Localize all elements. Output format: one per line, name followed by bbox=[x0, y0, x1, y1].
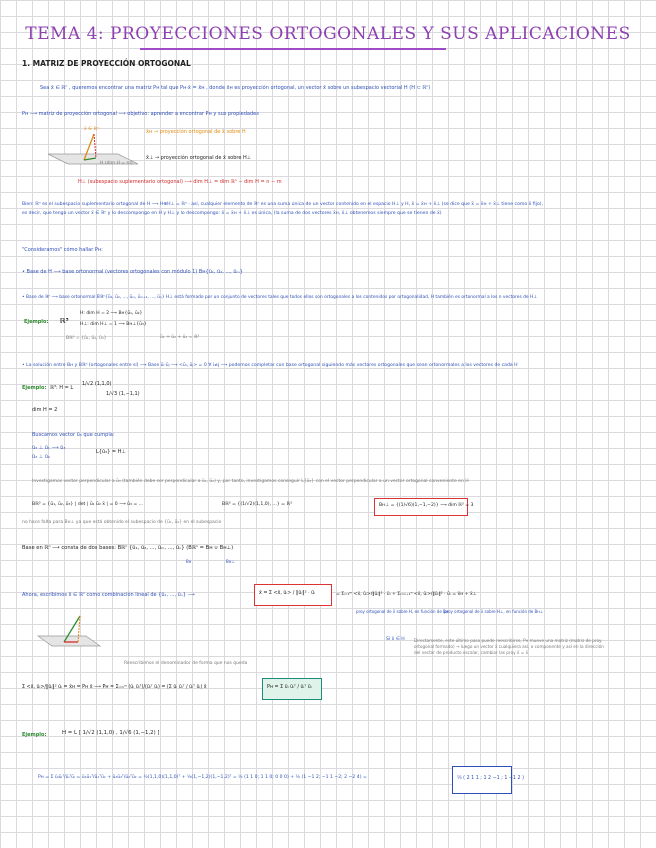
example2-vector-2: 1/√3 (1,−1,1) bbox=[106, 391, 140, 397]
example2-base-result: Bℝ³ = {(1/√2)(1,1,0), ...} = ℝ³ bbox=[222, 502, 292, 507]
solution-line: • La solución entre Bʜ y Bℝⁿ (ortogonales entre sí) ⟶ Base ūᵢ·ūⱼ ⟶ <ūᵢ, ūⱼ> = 0 ∀ i≠j ⟶ podemos completar con base ortogonal siguiendo más vectores ortogonales que sean ortonormales a los vectores de cada H bbox=[22, 363, 518, 368]
decomposition-formula: = Σᵢ₌₁ᵐ <x̄, ūᵢ>/‖ūᵢ‖² · ūᵢ + Σᵢ₌ₘ₊₁ⁿ <x̄, ūᵢ>/‖ūᵢ‖² · ūᵢ = x̄ʜ + x̄⊥ bbox=[336, 592, 477, 597]
title-underline bbox=[140, 48, 446, 50]
example1-rn: Bℝ³ = {ū₁, ū₂, ū₃} bbox=[66, 336, 107, 341]
example2-calc: Bℝ³ = {ū₁, ū₂, ū₃} | det | ū₁ ū₂ x̄ | = 0 ⟶ ū₃ = ... bbox=[32, 502, 144, 507]
if-x-in-h: Si x̄ ∈ H bbox=[386, 637, 405, 642]
example1-hperp: H⊥: dim H⊥ = 1 ⟶ Bʜ⊥{ū₃} bbox=[80, 322, 147, 327]
example1-sum: ū₁ + ū₂ + ū₃ = ℝ³ bbox=[160, 335, 200, 340]
x-label: x̄ ∈ ℝⁿ bbox=[84, 127, 99, 132]
example1-space: ℝ³ bbox=[60, 317, 69, 325]
hperp-description: H⊥ (subespacio suplementario ortogonal) ⟶ dim H⊥ = dim ℝⁿ − dim H = n − m bbox=[78, 179, 282, 185]
example2-note: Investigamos vector perpendicular a ū₃ (también debe ser perpendicular a ū₁, ū₂) y, por tanto, investigamos conseguir L{ū₃} con el vector perpendicular a un vector ortogonal conveniente en H bbox=[32, 479, 469, 484]
example2-cond1: ū₃ ⊥ ū₁ ⟶ ū₃ bbox=[32, 445, 66, 451]
projection-diagram-2 bbox=[34, 610, 104, 650]
example2-note2: no hace falta para Bʜ⊥ ya que está obtenido el subespacio de {ū₁, ū₂} en el subespacio bbox=[22, 520, 222, 525]
example2-space: ℝ³: H = L bbox=[50, 385, 74, 391]
example2-base-result2: Bʜ⊥ = {(1/√6)(1,−1,−2)} ⟶ dim ℝ³ = 3 bbox=[379, 503, 474, 508]
example3-label: Ejemplo: bbox=[22, 732, 47, 738]
rn-paragraph-line1: Bien: ℝⁿ es el subespacio suplementario ortogonal de H ⟶ H⊕H⊥ = ℝⁿ · así, cualquier elemento de ℝⁿ es una suma única de un vector contenido en el espacio H⊥ y H, x̄ = x̄ʜ + x̄⊥ (se dice que x̄ = x̄ʜ + x̄⊥ tiene como x̄ fijo), bbox=[22, 202, 544, 207]
intro-text: Sea x̄ ∈ ℝⁿ , queremos encontrar una matriz Pʜ tal que Pʜ·x̄ = x̄ʜ , donde x̄ʜ es proyección ortogonal, un vector x̄ sobre un subespacio vectorial H (H ⊂ ℝⁿ) bbox=[40, 85, 431, 91]
proj-hperp-note: proy ortogonal de x̄ sobre H⊥, en función de Bʜ⊥ bbox=[444, 609, 544, 614]
example2-label: Ejemplo: bbox=[22, 385, 47, 391]
xh-description: x̄ʜ → proyección ortogonal de x̄ sobre H bbox=[146, 129, 246, 135]
xperp-description: x̄⊥ → proyección ortogonal de x̄ sobre H⊥ bbox=[146, 155, 252, 161]
h-label: H (dim H = m) bbox=[100, 161, 133, 166]
ph-definition: Pʜ ⟶ matriz de proyección ortogonal ⟶ objetivo: aprender a encontrar Pʜ y sus propiedades bbox=[22, 111, 259, 117]
example3-h: H = L [ 1/√2 (1,1,0) , 1/√6 (1,−1,2) ] bbox=[62, 730, 160, 736]
linear-combination-formula: x̄ = Σ <x̄, ūᵢ> / ‖ūᵢ‖² · ūᵢ bbox=[259, 591, 316, 596]
reescribir-note: Reescribimos el denominador de forma que nos queda bbox=[124, 661, 248, 666]
projection-matrix-derivation: Σ <x̄, ūᵢ>/‖ūᵢ‖² ūᵢ = x̄ʜ = Pʜ x̄ ⟶ Pʜ = Σᵢ₌₁ᵐ (ūᵢ ūᵢᵀ)/(ūᵢᵀ ūᵢ) = (Σ ūᵢ ūᵢᵀ / ūᵢᵀ ūᵢ) x̄ bbox=[22, 685, 207, 690]
linear-combination-box bbox=[254, 584, 332, 606]
example2-result-box bbox=[374, 498, 474, 516]
if-note: Directamente, este último paso puede reescribirse, Pʜ mueve una matriz (matriz de proy. ortogonal formado) → luego un vector x̄ cualquiera así, o componente y así en la dirección del vector de producto escalar, cambiar las proy x̄ = x̄ bbox=[414, 638, 604, 655]
final-result: ⅓ ( 2 1 1 ; 1 2 −1 ; 1 −1 2 ) bbox=[457, 776, 524, 781]
page-title: TEMA 4: PROYECCIONES ORTOGONALES Y SUS APLICACIONES bbox=[25, 24, 631, 44]
example2-cond2: ū₃ ⊥ ū₂ bbox=[32, 454, 50, 460]
rn-paragraph-line2: es decir, que tengo un vector x̄ ∈ ℝⁿ y lo descompongo en H y H⊥ y lo descompongo: x̄ = x̄ʜ + x̄⊥ es única, (la suma de dos vectores x̄ʜ, x̄⊥ obtenemos siempre que se tienen de x̄) bbox=[22, 211, 442, 216]
base-rn-line: • Base de ℝⁿ ⟶ base ortonormal Bℝⁿ{ū₁, ū₂, ..., ūₘ, ūₘ₊₁, ..., ūₙ} H⊥ está formado por un conjunto de vectores tales que todos ellos son ortogonales a los contenidos por ortogonalidad, H también es ortonormal a los n vectores de H⊥ bbox=[22, 295, 538, 300]
example2-result: L{ū₃} = H⊥ bbox=[96, 449, 126, 455]
bracket-hperp-label: Bʜ⊥ bbox=[226, 559, 235, 564]
example1-label: Ejemplo: bbox=[24, 319, 49, 325]
example1-h: H: dim H = 2 ⟶ Bʜ{ū₁, ū₂} bbox=[80, 311, 143, 316]
final-formula: Pʜ = Σ ūᵢūᵢᵀ/ūᵢᵀūᵢ = ū₁ū₁ᵀ/ū₁ᵀū₁ + ū₂ū₂ᵀ/ū₂ᵀū₂ = ½(1,1,0)(1,1,0)ᵀ + ⅙(1,−1,2)(1,−1,2)ᵀ = ½ (1 1 0; 1 1 0; 0 0 0) + ⅙ (1 −1 2; −1 1 −2; 2 −2 4) = bbox=[38, 775, 367, 780]
consider-heading: "Consideramos" cómo hallar Pʜ: bbox=[22, 247, 103, 253]
projection-matrix-box bbox=[262, 678, 322, 700]
final-result-box bbox=[452, 766, 524, 794]
section-heading: 1. MATRIZ DE PROYECCIÓN ORTOGONAL bbox=[22, 59, 191, 68]
base-h-line: • Base de H ⟶ base ortonormal (vectores ortogonales con módulo 1) Bʜ{ū₁, ū₂, ..., ūₘ} bbox=[22, 269, 243, 275]
ahora-line: Ahora, escribimos x̄ ∈ ℝⁿ como combinación lineal de {ū₁, ..., ūₙ} ⟶ bbox=[22, 592, 195, 598]
base-rn-heading: Base en ℝⁿ ⟶ consta de dos bases: Bℝⁿ {ū₁, ū₂, ..., ūₘ, ..., ūₙ} (Bℝⁿ = Bʜ ∪ Bʜ⊥) bbox=[22, 545, 234, 551]
bracket-h-label: Bʜ bbox=[186, 559, 192, 564]
example2-vector-1: 1/√2 (1,1,0) bbox=[82, 381, 112, 387]
proj-h-note: proy ortogonal de x̄ sobre H, en función de Bʜ bbox=[356, 609, 449, 614]
projection-matrix-formula: Pʜ = Σ ūᵢ ūᵢᵀ / ūᵢᵀ ūᵢ bbox=[267, 685, 312, 690]
example2-dim: dim H = 2 bbox=[32, 407, 58, 413]
example2-search: Buscamos vector ū₃ que cumpla: bbox=[32, 432, 115, 438]
